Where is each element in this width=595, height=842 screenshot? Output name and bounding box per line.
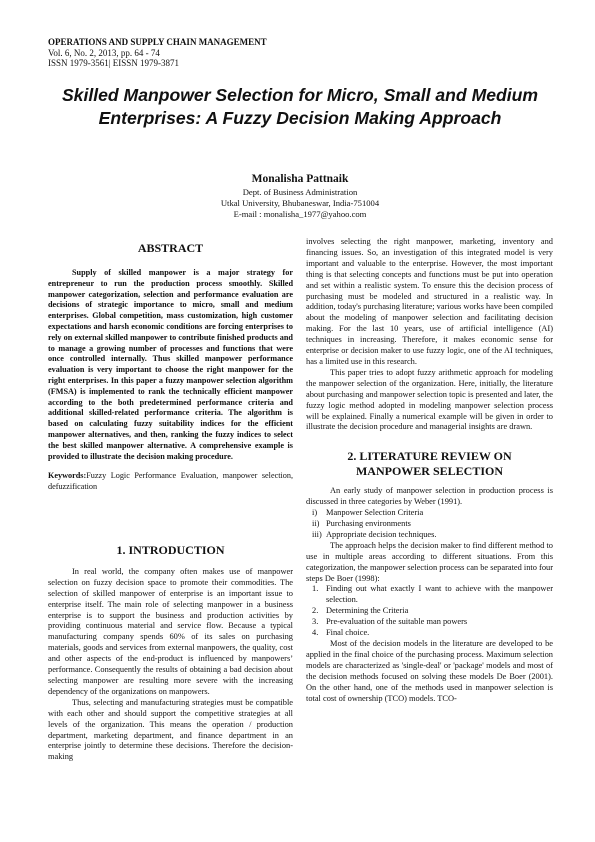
author-dept: Dept. of Business Administration (242, 187, 358, 197)
list-item (306, 628, 553, 639)
author-university: Utkal University, Bhubaneswar, India-751004 (220, 197, 380, 208)
list-item (306, 606, 553, 617)
journal-volume: Vol. 6, No. 2, 2013, pp. 64 - 74 (48, 47, 160, 58)
list-item-text: Pre-evaluation of the suitable man powers (326, 617, 468, 627)
literature-paragraph-2: The approach helps the decision maker to find different method to use in multiple areas according to different situations. From this categorization, the manpower selection process can be separated into four steps De Boer (1998): (306, 540, 553, 583)
selection-steps-list (306, 584, 553, 639)
literature-review-heading (306, 449, 553, 479)
selection-categories-list (306, 508, 553, 541)
introduction-paragraph-continued: involves selecting the right manpower, marketing, inventory and financing issues. So, an investigation of this integrated model is very important and valuable to the enterprise. However, the most important thing is that selecting concepts and functions must be put into operation and set within a realistic system. To ensure this the decision process of purchasing must be modeled and structured in a realistic way. In addition, today's purchasing literature; various works have been compiled about the modeling of manpower selection and facilitating decision making. For the last 10 years, use of artificial intelligence (AI) techniques in increasing. Therefore, it makes economic sense for enterprise or decision maker to use fuzzy logic, one of the AI techniques, has a limited use in this research. (306, 237, 553, 366)
list-item-text: Appropriate decision techniques. (326, 529, 437, 539)
introduction-paragraph-2: Thus, selecting and manufacturing strategies must be compatible with each other and should support the competitive strategies at all levels of the organization. This means the operation / production department, marketing department, and finance department in an enterprise jointly to determine these decisions. Therefore the decision-making (48, 697, 293, 762)
introduction-heading: 1. INTRODUCTION (116, 542, 225, 557)
list-item (306, 519, 553, 530)
right-column (306, 237, 553, 704)
journal-issn: ISSN 1979-3561| EISSN 1979-3871 (48, 58, 180, 69)
paper-outline-paragraph: This paper tries to adopt fuzzy arithmetic approach for modeling the manpower selection of the organization. Here, initially, the literature about purchasing and manpower selection topic is presented and later, the fuzzy logic method adopted in modeling manpower selection process will be explained. Finally a numerical example will be given in order to illustrate the decision procedure and managerial insights are drawn. (306, 367, 553, 432)
list-item-text: Final choice. (326, 628, 370, 638)
list-marker: 2. (312, 606, 319, 616)
list-item-text: Determining the Criteria (326, 606, 409, 616)
left-column (48, 238, 293, 763)
list-marker: 1. (312, 584, 319, 594)
journal-header (48, 37, 348, 69)
author-block (40, 172, 560, 219)
journal-name: OPERATIONS AND SUPPLY CHAIN MANAGEMENT (48, 37, 267, 47)
literature-heading-line-2: MANPOWER SELECTION (355, 464, 504, 479)
keywords-label: Keywords: (48, 471, 87, 481)
list-marker: ii) (312, 519, 320, 529)
paper-title: Skilled Manpower Selection for Micro, Small and Medium Enterprises: A Fuzzy Decision Making Approach (61, 85, 539, 128)
list-item (306, 530, 553, 541)
literature-paragraph-1: An early study of manpower selection in production process is discussed in three categories by Weber (1991). (306, 486, 553, 507)
author-name: Monalisha Pattnaik (251, 173, 349, 185)
introduction-paragraph-1: In real world, the company often makes use of manpower selection on fuzzy decision space to promote their commodities. The selection of skilled manpower of enterprise is an important issue to enterprise itself. The main role of selecting manpower in a business enterprise is to support the business and production activities by providing continuous material and service flow. Because a typical manufacturing company spends 60% of its sales on purchasing materials, goods and services from external manpowers, the quality, cost and other aspects of the end-product is influenced by manpowers’ performance. Consequently the results of obtaining a bad decision about selecting manpower are resulting more severe with the increasing dependency of the organizations on manpowers. (48, 566, 293, 696)
list-item (306, 584, 553, 606)
literature-paragraph-3: Most of the decision models in the literature are developed to be applied in the final choice of the purchasing process. Maximum selection models are characterized as 'single-deal' or 'package' models and most of the decision methods focused on solving these models De Boer (2001). On the other hand, one of the methods used in manpower selection is total cost of ownership (TCO) models. TCO- (306, 639, 553, 703)
list-item-text: Manpower Selection Criteria (326, 508, 424, 518)
list-item-text: Purchasing environments (326, 519, 411, 529)
abstract-heading: ABSTRACT (137, 241, 204, 255)
keywords (48, 471, 293, 493)
list-item (306, 617, 553, 628)
list-marker: 3. (312, 617, 319, 627)
list-marker: 4. (312, 628, 319, 638)
author-email: E-mail : monalisha_1977@yahoo.com (233, 208, 367, 219)
keywords-text: Fuzzy Logic Performance Evaluation, manpower selection, defuzzification (48, 471, 293, 492)
list-item (306, 508, 553, 519)
list-item-text: Finding out what exactly I want to achieve with the manpower selection. (326, 584, 553, 605)
list-marker: iii) (312, 529, 322, 539)
abstract-text: Supply of skilled manpower is a major strategy for entrepreneur to run the production process smoothly. Skilled manpower categorization, selection and performance evaluation are decisions of strategic importance to micro, small and medium enterprises. Global competition, mass customization, high customer expectations and harsh economic conditions are forcing enterprises to rely on external skilled manpower to contribute finished products and to manage a growing number of processes and functions that were once controlled internally. Thus skilled manpower performance evaluation is very important to choose the right manpower for the right enterprises. In this paper a fuzzy manpower selection algorithm (FMSA) is implemented to rank the technically efficient manpower according to the both predetermined performance criteria and additional skilled-related performance criteria. The algorithm is based on calculating fuzzy suitability indices for the efficient manpower alternatives, and then, ranking the fuzzy indices to select the best skilled manpower alternative. A comprehensive example is provided to illustrate the decision making procedure. (48, 268, 293, 461)
literature-heading-line-1: 2. LITERATURE REVIEW ON (347, 449, 512, 464)
list-marker: i) (312, 508, 318, 518)
